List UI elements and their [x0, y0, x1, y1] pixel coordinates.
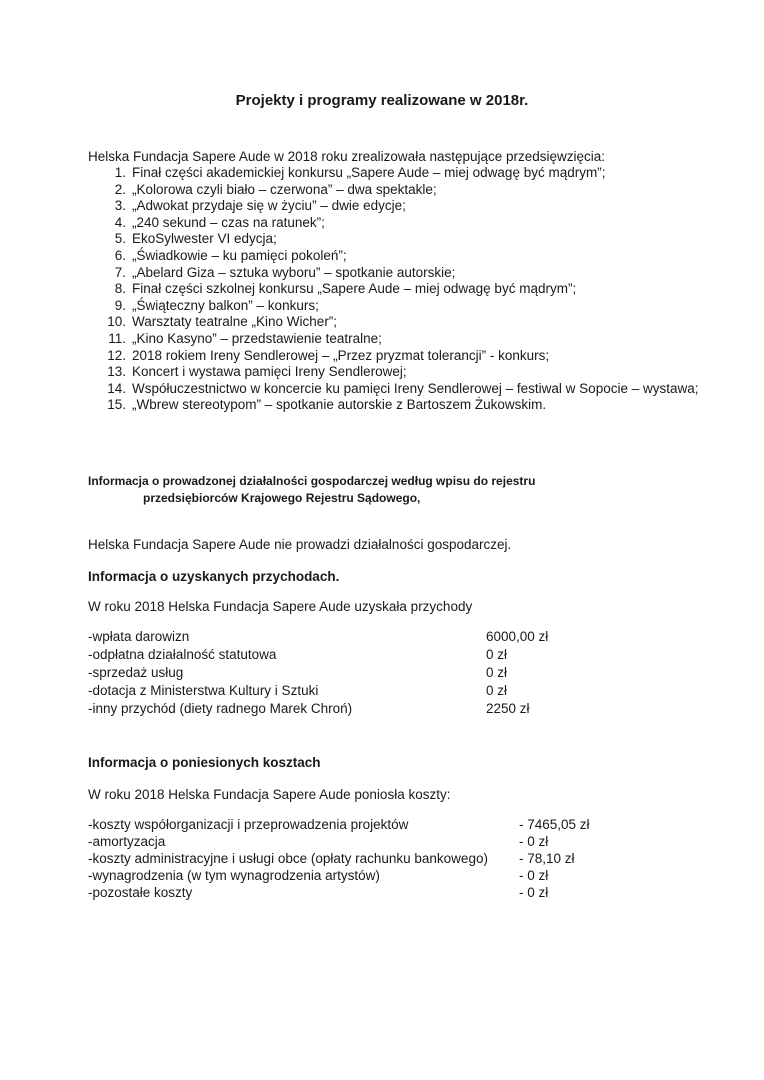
list-item: [88, 182, 708, 199]
row-label: -koszty współorganizacji i przeprowadzenia projektów: [88, 817, 409, 832]
list-item-text: Koncert i wystawa pamięci Ireny Sendlerowej;: [132, 364, 407, 380]
list-number: 14.: [107, 380, 126, 396]
row-value: - 7465,05 zł: [519, 817, 590, 832]
list-item: [88, 215, 708, 232]
row-label: -amortyzacja: [88, 834, 166, 849]
row-value: 0 zł: [486, 647, 508, 662]
list-item-text: „Adwokat przydaje się w życiu” – dwie edycje;: [132, 198, 406, 214]
list-number: 4.: [114, 214, 126, 230]
list-item: [88, 381, 708, 398]
list-number: 12.: [107, 347, 126, 363]
business-title-line2: przedsiębiorców Krajowego Rejestru Sądowego,: [143, 491, 421, 505]
list-item: [88, 165, 708, 182]
list-number: 11.: [108, 330, 126, 346]
row-value: 6000,00 zł: [486, 629, 549, 644]
row-label: -inny przychód (diety radnego Marek Chroń): [88, 701, 353, 716]
list-item-text: „Wbrew stereotypom” – spotkanie autorskie z Bartoszem Żukowskim.: [132, 397, 547, 413]
list-number: 10.: [107, 314, 126, 330]
list-number: 7.: [114, 264, 126, 280]
list-item-text: Współuczestnictwo w koncercie ku pamięci Ireny Sendlerowej – festiwal w Sopocie – wystawa;: [132, 380, 699, 396]
list-item-text: EkoSylwester VI edycja;: [132, 231, 277, 247]
revenue-section-title: Informacja o uzyskanych przychodach.: [88, 569, 340, 584]
list-item: [88, 348, 708, 365]
list-item: [88, 198, 708, 215]
list-item-text: Warsztaty teatralne „Kino Wicher”;: [132, 314, 338, 330]
list-item-text: „Kolorowa czyli biało – czerwona” – dwa spektakle;: [132, 181, 437, 197]
row-label: -sprzedaż usług: [88, 665, 184, 680]
list-item: [88, 231, 708, 248]
document-title: Projekty i programy realizowane w 2018r.: [235, 92, 529, 109]
list-item-text: „Kino Kasyno” – przedstawienie teatralne;: [132, 330, 382, 346]
list-number: 8.: [114, 281, 126, 297]
row-label: -wpłata darowizn: [88, 629, 190, 644]
row-label: -pozostałe koszty: [88, 885, 193, 900]
list-item-text: „Abelard Giza – sztuka wyboru” – spotkanie autorskie;: [132, 264, 456, 280]
list-item-text: Finał części szkolnej konkursu „Sapere Aude – miej odwagę być mądrym”;: [132, 281, 577, 297]
projects-intro: Helska Fundacja Sapere Aude w 2018 roku zrealizowała następujące przedsięwzięcia:: [88, 149, 606, 164]
list-item: [88, 397, 708, 414]
row-value: - 0 zł: [519, 834, 549, 849]
business-title-line1: Informacja o prowadzonej działalności gospodarczej według wpisu do rejestru: [88, 474, 536, 488]
costs-section-title: Informacja o poniesionych kosztach: [88, 755, 321, 770]
row-value: - 0 zł: [519, 885, 549, 900]
list-number: 3.: [114, 198, 126, 214]
list-item: [88, 314, 708, 331]
list-item-text: „Świąteczny balkon” – konkurs;: [132, 297, 319, 313]
row-value: 2250 zł: [486, 701, 530, 716]
business-section-title: [88, 473, 535, 507]
list-item-text: „240 sekund – czas na ratunek”;: [132, 214, 325, 230]
list-item: [88, 331, 708, 348]
list-item: [88, 281, 708, 298]
list-number: 9.: [114, 297, 126, 313]
row-value: - 78,10 zł: [519, 851, 575, 866]
business-text: Helska Fundacja Sapere Aude nie prowadzi działalności gospodarczej.: [88, 537, 512, 552]
list-number: 5.: [114, 231, 126, 247]
row-value: - 0 zł: [519, 868, 549, 883]
list-item: [88, 248, 708, 265]
list-number: 1.: [114, 165, 126, 180]
revenue-intro: W roku 2018 Helska Fundacja Sapere Aude uzyskała przychody: [88, 599, 473, 614]
list-number: 6.: [114, 247, 126, 263]
list-item-text: 2018 rokiem Ireny Sendlerowej – „Przez pryzmat tolerancji” - konkurs;: [132, 347, 550, 363]
projects-list: [88, 165, 708, 414]
list-number: 15.: [107, 397, 126, 413]
list-item: [88, 364, 708, 381]
row-value: 0 zł: [486, 683, 508, 698]
row-label: -koszty administracyjne i usługi obce (opłaty rachunku bankowego): [88, 851, 488, 866]
list-item: [88, 265, 708, 282]
row-label: -dotacja z Ministerstwa Kultury i Sztuki: [88, 683, 319, 698]
list-item-text: „Świadkowie – ku pamięci pokoleń”;: [132, 247, 347, 263]
list-number: 13.: [107, 364, 126, 380]
list-item: [88, 298, 708, 315]
row-label: -odpłatna działalność statutowa: [88, 647, 277, 662]
row-label: -wynagrodzenia (w tym wynagrodzenia artystów): [88, 868, 380, 883]
row-value: 0 zł: [486, 665, 508, 680]
costs-intro: W roku 2018 Helska Fundacja Sapere Aude poniosła koszty:: [88, 787, 451, 802]
list-number: 2.: [114, 181, 126, 197]
list-item-text: Finał części akademickiej konkursu „Sapere Aude – miej odwagę być mądrym”;: [132, 165, 606, 180]
